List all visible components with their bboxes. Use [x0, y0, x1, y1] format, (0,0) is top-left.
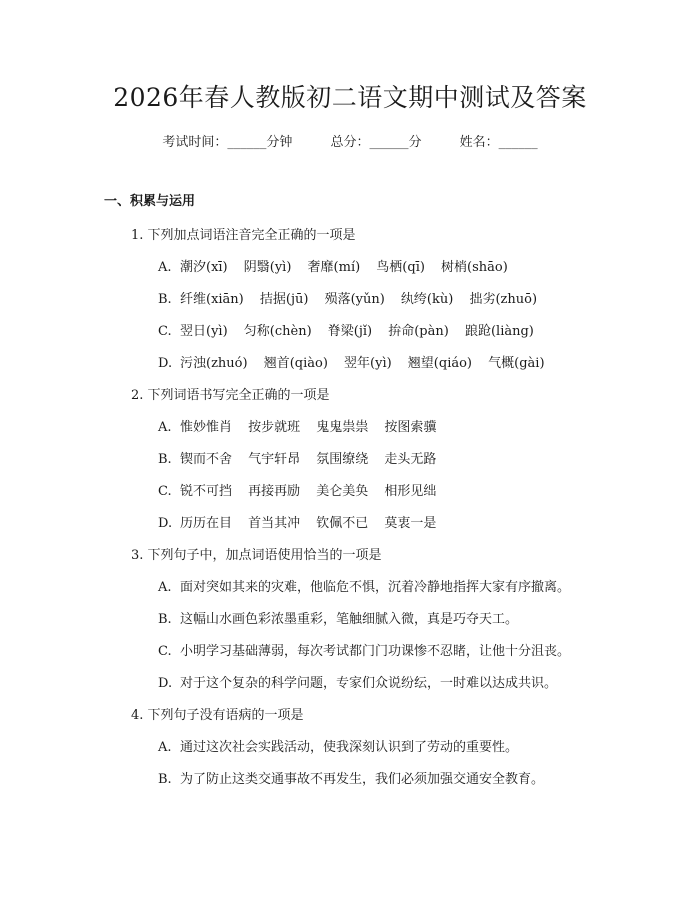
- option-text: 通过这次社会实践活动，使我深刻认识到了劳动的重要性。: [180, 740, 519, 755]
- option-letter: B.: [158, 292, 172, 307]
- total-score-field: 总分：______分: [330, 135, 422, 150]
- option-letter: D.: [158, 516, 173, 531]
- answer-option: [158, 672, 557, 691]
- option-letter: B.: [158, 612, 172, 627]
- option-letter: B.: [158, 772, 172, 787]
- option-text: 污浊(zhuó) 翘首(qiào) 翌年(yì) 翘望(qiáo) 气概(gài): [180, 356, 545, 371]
- section-heading: 一、积累与运用: [104, 194, 196, 209]
- option-text: 惟妙惟肖 按步就班 鬼鬼祟祟 按图索骥: [180, 420, 437, 435]
- option-text: 历历在目 首当其冲 钦佩不已 莫衷一是: [180, 516, 437, 531]
- option-text: 对于这个复杂的科学问题，专家们众说纷纭，一时难以达成共识。: [180, 676, 558, 691]
- option-letter: B.: [158, 452, 172, 467]
- option-text: 面对突如其来的灾难，他临危不惧，沉着冷静地指挥大家有序撤离。: [180, 580, 571, 595]
- option-letter: C.: [158, 324, 172, 339]
- question-stem: 2. 下列词语书写完全正确的一项是: [131, 388, 330, 403]
- answer-option: [158, 448, 436, 467]
- answer-option: [158, 512, 436, 531]
- answer-option: [158, 288, 537, 307]
- question-stem: 4. 下列句子没有语病的一项是: [131, 708, 304, 723]
- document-title: 2026年春人教版初二语文期中测试及答案: [113, 83, 587, 112]
- option-text: 纤维(xiān) 拮据(jū) 殒落(yǔn) 纨绔(kù) 拙劣(zhuō): [180, 292, 538, 307]
- exam-time-field: 考试时间：______分钟: [162, 135, 293, 150]
- question-stem: 1. 下列加点词语注音完全正确的一项是: [131, 228, 356, 243]
- option-letter: D.: [158, 676, 173, 691]
- option-letter: D.: [158, 356, 173, 371]
- option-letter: A.: [158, 740, 172, 755]
- exam-info-line: [0, 131, 700, 150]
- option-text: 翌日(yì) 匀称(chèn) 脊梁(jǐ) 拚命(pàn) 踉跄(liàng): [180, 324, 534, 339]
- answer-option: [158, 256, 508, 275]
- option-letter: A.: [158, 260, 172, 275]
- answer-option: [158, 320, 534, 339]
- answer-option: [158, 480, 436, 499]
- answer-option: [158, 352, 545, 371]
- question-stem: 3. 下列句子中，加点词语使用恰当的一项是: [131, 548, 382, 563]
- option-text: 锐不可挡 再接再励 美仑美奂 相形见绌: [180, 484, 437, 499]
- answer-option: [158, 416, 436, 435]
- option-text: 这幅山水画色彩浓墨重彩，笔触细腻入微，真是巧夺天工。: [180, 612, 519, 627]
- option-letter: A.: [158, 420, 172, 435]
- answer-option: [158, 736, 518, 755]
- option-text: 小明学习基础薄弱，每次考试都门门功课惨不忍睹，让他十分沮丧。: [180, 644, 571, 659]
- student-name-field: 姓名：______: [459, 135, 538, 150]
- answer-option: [158, 640, 570, 659]
- option-text: 锲而不舍 气宇轩昂 氛围缭绕 走头无路: [180, 452, 437, 467]
- answer-option: [158, 768, 544, 787]
- option-text: 潮汐(xī) 阴翳(yì) 奢靡(mí) 鸟栖(qī) 树梢(shāo): [180, 260, 508, 275]
- answer-option: [158, 576, 570, 595]
- answer-option: [158, 608, 518, 627]
- option-text: 为了防止这类交通事故不再发生，我们必须加强交通安全教育。: [180, 772, 545, 787]
- option-letter: A.: [158, 580, 172, 595]
- option-letter: C.: [158, 644, 172, 659]
- option-letter: C.: [158, 484, 172, 499]
